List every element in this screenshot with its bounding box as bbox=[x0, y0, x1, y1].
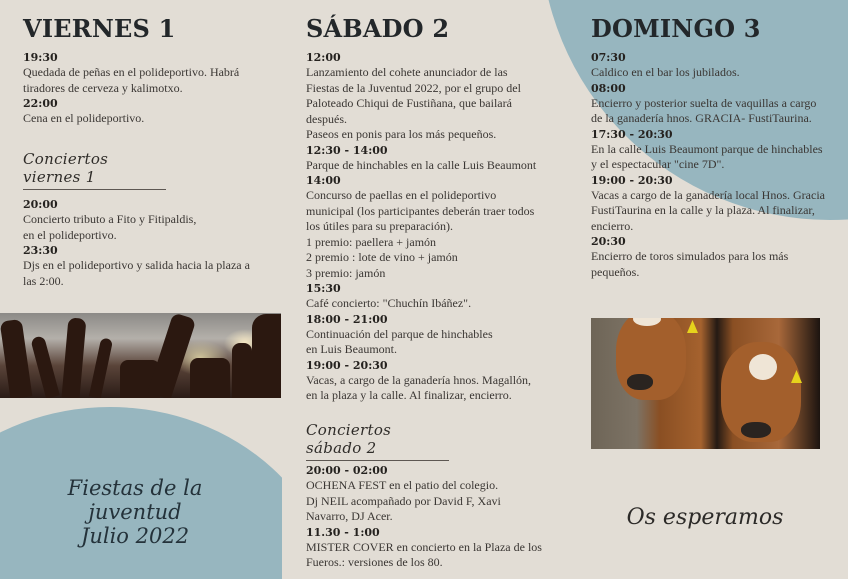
event-desc: Quedada de peñas en el polideportivo. Habrá bbox=[23, 65, 240, 79]
sunday-event bbox=[591, 50, 841, 81]
calves-photo bbox=[591, 318, 820, 449]
festival-title-line2: Julio 2022 bbox=[80, 524, 190, 549]
friday-title: VIERNES 1 bbox=[23, 14, 176, 43]
event-desc: y el espectacular "cine 7D". bbox=[591, 157, 725, 171]
event-desc: Fiestas de la Juventud 2022, por el grupo del bbox=[306, 80, 521, 95]
event-desc: en el polideportivo. bbox=[23, 227, 117, 242]
sunday-event bbox=[591, 234, 841, 280]
event-desc: Lanzamiento del cohete anunciador de las bbox=[306, 65, 508, 79]
event-desc: Fueros.: versiones de los 80. bbox=[306, 555, 443, 569]
event-desc: tiradores de cerveza y kalimotxo. bbox=[23, 80, 183, 95]
event-desc: de la ganadería hnos. GRACIA- FustiTaurina. bbox=[591, 111, 812, 125]
event-desc: En la calle Luis Beaumont parque de hinchables bbox=[591, 141, 823, 156]
event-desc: Concierto tributo a Fito y Fitipaldis, bbox=[23, 212, 197, 226]
event-desc: Djs en el polideportivo y salida hacia la plaza a bbox=[23, 258, 250, 272]
event-desc: Paseos en ponis para los más pequeños. bbox=[306, 127, 497, 141]
event-desc: en la plaza y la calle. Al finalizar, encierro. bbox=[306, 388, 512, 402]
event-time: 12:00 bbox=[306, 51, 341, 64]
event-desc: los útiles para su preparación). bbox=[306, 219, 453, 233]
event-desc: OCHENA FEST en el patio del colegio. bbox=[306, 478, 499, 492]
event-time: 07:30 bbox=[591, 51, 626, 64]
concert-crowd-photo bbox=[0, 313, 281, 398]
friday-event bbox=[23, 50, 285, 96]
event-desc: Concurso de paellas en el polideportivo bbox=[306, 188, 497, 202]
event-desc: Encierro y posterior suelta de vaquillas a cargo bbox=[591, 95, 817, 110]
event-time: 19:00 - 20:30 bbox=[306, 358, 388, 372]
event-time: 20:00 - 02:00 bbox=[306, 464, 388, 477]
event-desc: 1 premio: paellera + jamón bbox=[306, 234, 437, 249]
event-time: 08:00 bbox=[591, 81, 626, 95]
friday-column bbox=[23, 14, 285, 127]
event-time: 20:00 bbox=[23, 198, 58, 211]
sunday-event bbox=[591, 173, 841, 235]
friday-concerts bbox=[23, 197, 285, 289]
event-time: 19:00 - 20:30 bbox=[591, 173, 673, 187]
event-desc: 2 premio : lote de vino + jamón bbox=[306, 250, 458, 264]
festival-title bbox=[20, 476, 250, 548]
saturday-event bbox=[306, 50, 568, 143]
concert-item bbox=[23, 243, 285, 289]
event-desc: Café concierto: "Chuchín Ibáñez". bbox=[306, 296, 472, 310]
event-desc: Vacas, a cargo de la ganadería hnos. Magallón, bbox=[306, 372, 532, 387]
event-desc: Vacas a cargo de la ganadería local Hnos. Gracia bbox=[591, 187, 825, 202]
event-desc: Caldico en el bar los jubilados. bbox=[591, 65, 740, 79]
festival-title-line1: Fiestas de la juventud bbox=[67, 476, 203, 525]
sunday-title: DOMINGO 3 bbox=[591, 14, 761, 43]
event-time: 20:30 bbox=[591, 235, 626, 248]
event-time: 12:30 - 14:00 bbox=[306, 143, 388, 157]
event-desc: encierro. bbox=[591, 218, 634, 233]
friday-event bbox=[23, 96, 285, 127]
saturday-concerts bbox=[306, 463, 568, 571]
saturday-event bbox=[306, 281, 568, 312]
concert-item bbox=[306, 463, 568, 525]
event-desc: las 2:00. bbox=[23, 273, 64, 288]
event-desc: Navarro, DJ Acer. bbox=[306, 509, 393, 523]
event-time: 22:00 bbox=[23, 97, 58, 110]
event-time: 23:30 bbox=[23, 244, 58, 257]
event-desc: Continuación del parque de hinchables bbox=[306, 326, 493, 341]
event-time: 11.30 - 1:00 bbox=[306, 525, 380, 539]
saturday-event bbox=[306, 312, 568, 358]
sunday-event bbox=[591, 81, 841, 127]
event-time: 17:30 - 20:30 bbox=[591, 127, 673, 141]
closing-message: Os esperamos bbox=[626, 505, 784, 530]
concert-item bbox=[306, 525, 568, 571]
event-desc: Parque de hinchables en la calle Luis Beaumont bbox=[306, 157, 537, 172]
event-desc: FustiTaurina en la calle y la plaza. Al finalizar, bbox=[591, 203, 815, 217]
sunday-column bbox=[591, 14, 841, 280]
friday-concerts-heading: Conciertos viernes 1 bbox=[23, 150, 166, 190]
saturday-concerts-heading-wrap bbox=[306, 421, 449, 461]
event-desc: Encierro de toros simulados para los más bbox=[591, 249, 789, 263]
event-time: 19:30 bbox=[23, 51, 58, 64]
event-time: 14:00 bbox=[306, 174, 341, 187]
concert-item bbox=[23, 197, 285, 243]
event-desc: 3 premio: jamón bbox=[306, 265, 386, 280]
event-desc: pequeños. bbox=[591, 264, 640, 279]
event-desc: en Luis Beaumont. bbox=[306, 342, 397, 356]
saturday-column bbox=[306, 14, 568, 404]
friday-concerts-heading-wrap bbox=[23, 150, 166, 190]
event-desc: MISTER COVER en concierto en la Plaza de los bbox=[306, 539, 542, 554]
event-time: 18:00 - 21:00 bbox=[306, 312, 388, 326]
saturday-event bbox=[306, 173, 568, 281]
saturday-event bbox=[306, 143, 568, 174]
event-desc: Cena en el polideportivo. bbox=[23, 111, 145, 125]
event-desc: municipal (los participantes deberán traer todos bbox=[306, 203, 535, 218]
saturday-title: SÁBADO 2 bbox=[306, 14, 450, 43]
event-time: 15:30 bbox=[306, 282, 341, 295]
event-desc: después. bbox=[306, 111, 347, 126]
event-desc: Paloteado Chiqui de Fustiñana, que bailará bbox=[306, 96, 512, 110]
saturday-event bbox=[306, 358, 568, 404]
saturday-concerts-heading: Conciertos sábado 2 bbox=[306, 421, 449, 461]
sunday-event bbox=[591, 127, 841, 173]
event-desc: Dj NEIL acompañado por David F, Xavi bbox=[306, 493, 501, 508]
